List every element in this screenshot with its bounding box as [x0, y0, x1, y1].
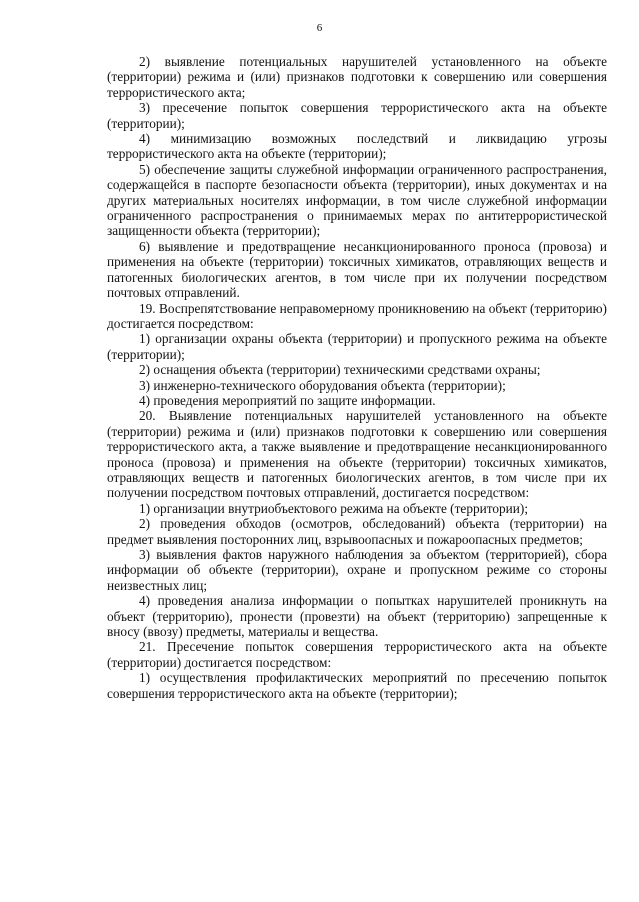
paragraph: 3) выявления фактов наружного наблюдения за объектом (территорией), сбора информации об объекте (территории), охране и пропускном режиме со стороны неизвестных лиц; — [107, 547, 607, 593]
paragraph: 5) обеспечение защиты служебной информации ограниченного распространения, содержащейся в паспорте безопасности объекта (территории), иных документах и на других материальных носителях информации, в том числе служебной информации ограниченного распространения о принимаемых мерах по антитеррористической защищенности объекта (территории); — [107, 161, 607, 239]
paragraph: 1) организации внутриобъектового режима на объекте (территории); — [139, 500, 529, 516]
paragraph: 4) минимизацию возможных последствий и ликвидацию угрозы террористического акта на объекте (территории); — [107, 131, 607, 162]
paragraph: 2) выявление потенциальных нарушителей установленного на объекте (территории) режима и (или) признаков подготовки к совершению или совершения террористического акта; — [107, 54, 607, 100]
paragraph: 4) проведения анализа информации о попытках нарушителей проникнуть на объект (территорию), пронести (провезти) на объект (территорию) запрещенные к вносу (ввозу) предметы, материалы и вещества. — [107, 593, 607, 640]
paragraph: 3) инженерно-технического оборудования объекта (территории); — [139, 377, 506, 393]
paragraph: 20. Выявление потенциальных нарушителей установленного на объекте (территории) режима и (или) признаков подготовки к совершению или совершения террористического акта, а также выявление и предотвращение несанкционированного проноса (провоза) и применения на объекте (территории) токсичных химикатов, отравляющих веществ и патогенных биологических агентов, в том числе при их получении посредством почтовых отправлений, достигается посредством: — [107, 408, 607, 501]
paragraph: 1) организации охраны объекта (территории) и пропускного режима на объекте (территории); — [107, 331, 607, 362]
paragraph: 3) пресечение попыток совершения террористического акта на объекте (территории); — [107, 100, 607, 131]
paragraph: 1) осуществления профилактических мероприятий по пресечению попыток совершения террористического акта на объекте (территории); — [107, 670, 607, 701]
page-number: 6 — [316, 22, 323, 34]
paragraph: 2) оснащения объекта (территории) техническими средствами охраны; — [139, 362, 541, 378]
paragraph: 4) проведения мероприятий по защите информации. — [139, 392, 436, 408]
paragraph: 19. Воспрепятствование неправомерному проникновению на объект (территорию) достигается посредством: — [107, 300, 607, 331]
paragraph: 21. Пресечение попыток совершения террористического акта на объекте (территории) достигается посредством: — [107, 639, 607, 670]
document-body — [107, 54, 607, 701]
paragraph: 2) проведения обходов (осмотров, обследований) объекта (территории) на предмет выявления посторонних лиц, взрывоопасных и пожароопасных предметов; — [107, 516, 607, 547]
paragraph: 6) выявление и предотвращение несанкционированного проноса (провоза) и применения на объекте (территории) токсичных химикатов, отравляющих веществ и патогенных биологических агентов, в том числе при их получении посредством почтовых отправлений. — [107, 238, 607, 301]
